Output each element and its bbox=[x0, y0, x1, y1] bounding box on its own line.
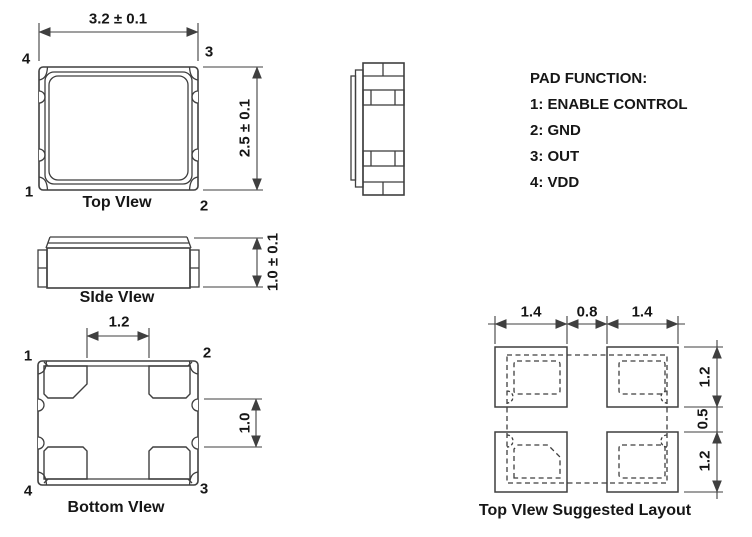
bottom-view-pin3-number: 3 bbox=[199, 480, 209, 498]
package-pad-dashed-pin1 bbox=[514, 445, 560, 478]
layout-package-footprint-dashed bbox=[507, 355, 667, 483]
top-view-dimensions bbox=[39, 23, 263, 190]
pad-function-item-2: 2: GND bbox=[530, 122, 581, 139]
bottom-view-pad-length-dimension: 1.0 bbox=[236, 412, 254, 434]
top-view-pin4-number: 4 bbox=[21, 50, 31, 68]
pad-function-block bbox=[530, 66, 688, 196]
top-view-body bbox=[39, 67, 198, 190]
package-pad-dashed bbox=[619, 361, 665, 394]
castellation-notch bbox=[39, 91, 45, 103]
layout-dim-middle-gap: 0.5 bbox=[694, 408, 712, 430]
side-view-label: SIde VIew bbox=[79, 289, 155, 306]
bottom-view-pin4-number: 4 bbox=[23, 482, 33, 500]
castellation-notch bbox=[39, 149, 45, 161]
bottom-pad-2 bbox=[149, 366, 190, 398]
pad-function-item-1: 1: ENABLE CONTROL bbox=[530, 96, 688, 113]
package-outline-dashed bbox=[507, 355, 667, 483]
top-view-lid-inner bbox=[49, 76, 188, 180]
layout-dim-top-pad-height: 1.2 bbox=[696, 366, 714, 388]
bottom-view-body bbox=[38, 361, 198, 485]
top-view-pin1-number: 1 bbox=[24, 183, 34, 201]
top-view-outline bbox=[39, 67, 198, 190]
end-view-lid-plate bbox=[351, 76, 356, 180]
end-view-lid-plate bbox=[356, 70, 364, 187]
castellation-notch bbox=[192, 437, 198, 449]
bottom-view-pin1-number: 1 bbox=[23, 347, 33, 365]
layout-land-3 bbox=[495, 432, 567, 492]
side-view-outline bbox=[38, 237, 199, 288]
top-view-label: Top VIew bbox=[82, 194, 152, 211]
side-view-height-dimension: 1.0 ± 0.1 bbox=[264, 232, 282, 292]
top-view-width-dimension: 3.2 ± 0.1 bbox=[88, 10, 148, 28]
bottom-view-pad-gap-dimension: 1.2 bbox=[108, 313, 130, 331]
package-pad-dashed bbox=[514, 361, 560, 394]
layout-dim-center-gap: 0.8 bbox=[576, 303, 598, 321]
top-view-height-dimension: 2.5 ± 0.1 bbox=[236, 98, 254, 158]
end-view-body bbox=[363, 63, 404, 195]
side-view-body bbox=[47, 248, 190, 288]
pad-function-item-4: 4: VDD bbox=[530, 174, 580, 191]
package-pad-dashed bbox=[619, 445, 665, 478]
castellation-notch bbox=[192, 399, 198, 411]
layout-land-1 bbox=[495, 347, 567, 407]
layout-dim-left-pad-width: 1.4 bbox=[520, 303, 542, 321]
castellation-notch bbox=[192, 91, 198, 103]
side-view-dimensions bbox=[194, 238, 263, 287]
top-view-pin2-number: 2 bbox=[199, 197, 209, 215]
layout-dim-right-pad-width: 1.4 bbox=[631, 303, 653, 321]
layout-lands bbox=[495, 347, 678, 492]
top-view-lid-outer bbox=[45, 72, 192, 184]
bottom-pad-4 bbox=[44, 447, 87, 479]
bottom-pad-3 bbox=[149, 447, 190, 479]
side-view-lid bbox=[46, 237, 191, 248]
castellation-notch bbox=[38, 437, 44, 449]
pad-function-title: PAD FUNCTION: bbox=[530, 70, 648, 87]
layout-dim-bottom-pad-height: 1.2 bbox=[696, 450, 714, 472]
end-view-outline bbox=[351, 63, 404, 195]
bottom-view-outline bbox=[38, 361, 198, 485]
castellation-notch bbox=[192, 149, 198, 161]
pad-function-item-3: 3: OUT bbox=[530, 148, 580, 165]
bottom-pad-1 bbox=[44, 366, 87, 398]
bottom-view-label: Bottom VIew bbox=[67, 499, 165, 516]
top-view-pin3-number: 3 bbox=[204, 43, 214, 61]
bottom-view-pin2-number: 2 bbox=[202, 344, 212, 362]
castellation-notch bbox=[38, 399, 44, 411]
suggested-layout-label: Top VIew Suggested Layout bbox=[478, 502, 692, 519]
